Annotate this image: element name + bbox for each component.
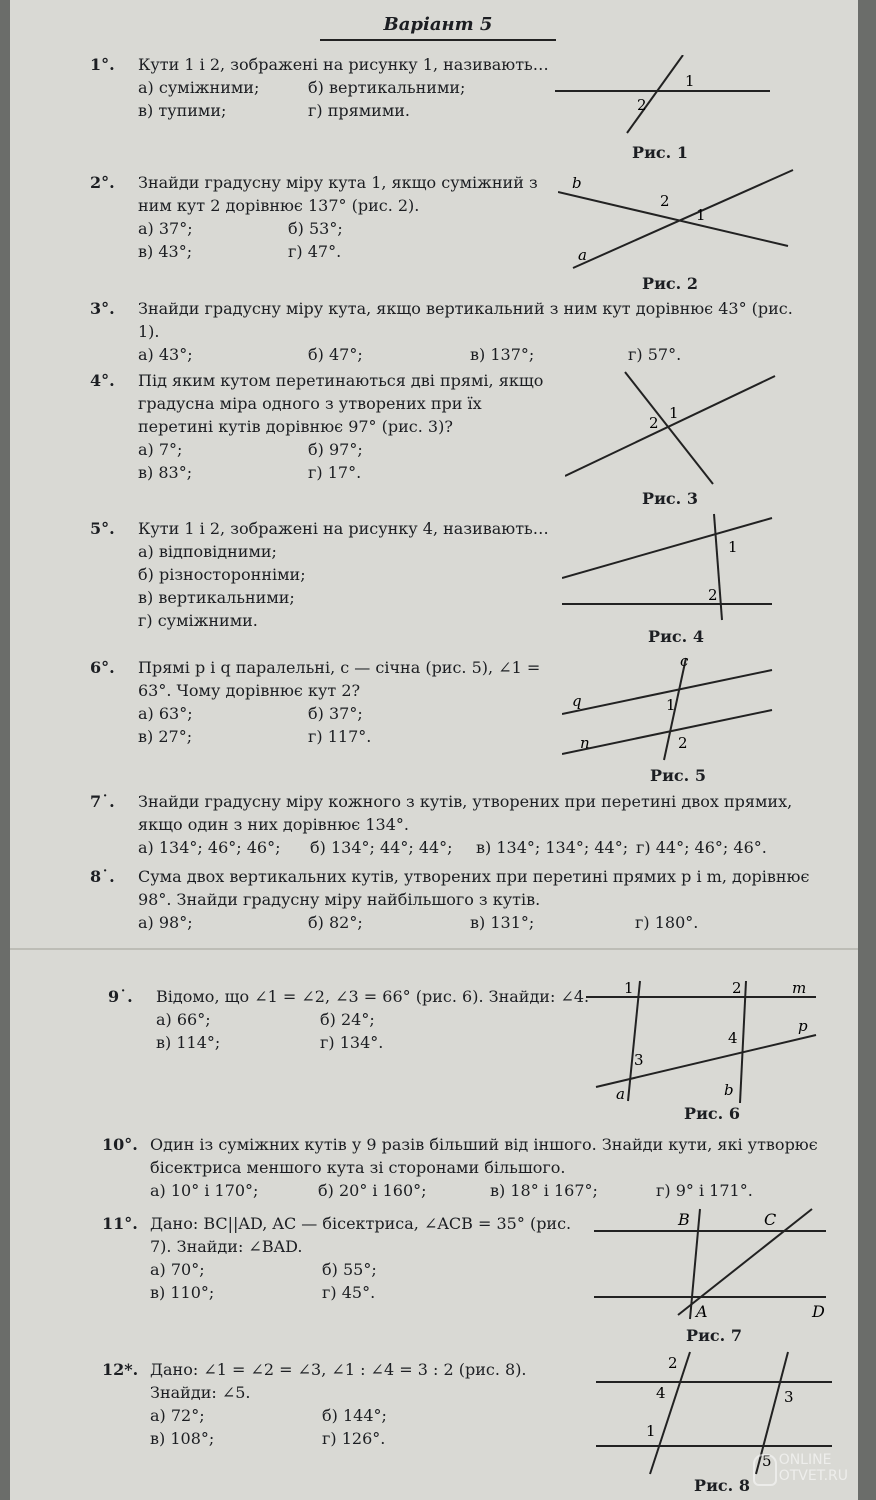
figure-4-caption: Рис. 4 [648,627,704,646]
option-c: в) 83°; [138,463,193,482]
options-row [102,1404,592,1427]
option-c: в) 114°; [156,1033,221,1052]
options-row [90,438,560,461]
angle-label: 3 [784,1388,794,1406]
option-b: б) 37°; [308,704,363,723]
question-3 [90,297,810,366]
line-label: m [792,979,807,997]
question-text: Знайди градусну міру кожного з кутів, утворених при перетині двох прямих, якщо один з них дорівнює 134°. [138,792,793,834]
option-b: б) 144°; [322,1406,387,1425]
question-12 [102,1358,592,1450]
option-d: г) 180°. [635,913,699,932]
line [628,981,640,1101]
figure-8-caption: Рис. 8 [694,1476,750,1495]
angle-label: 3 [634,1051,644,1069]
line [625,372,713,484]
option-c: в) 18° і 167°; [490,1181,598,1200]
option-d: г) 47°. [288,242,342,261]
options-row [102,1281,592,1304]
option-d: г) 17°. [308,463,362,482]
option-b: б) 82°; [308,913,363,932]
figure-3-caption: Рис. 3 [642,489,698,508]
option-c: в) 131°; [470,913,535,932]
point-label: D [812,1302,825,1321]
angle-label: 1 [666,696,676,714]
line-label: a [616,1085,625,1103]
question-text: Під яким кутом перетинаються дві прямі, якщо градусна міра одного з утворених при їх перетині кутів дорівнює 97° (рис. 3)? [138,371,544,436]
figure-1-caption: Рис. 1 [632,143,688,162]
figure-7-caption: Рис. 7 [686,1326,742,1345]
line-label: p [798,1017,808,1035]
option-b: б) 134°; 44°; 44°; [310,838,453,857]
angle-label: 1 [696,206,706,224]
option-d: г) 57°. [628,345,682,364]
option-b: б) 24°; [320,1010,375,1029]
question-text: Прямі p і q паралельні, c — січна (рис. 5), ∠1 = 63°. Чому дорівнює кут 2? [138,658,541,700]
options-row [108,1031,590,1054]
option-d: г) 44°; 46°; 46°. [636,838,767,857]
figure-2-caption: Рис. 2 [642,274,698,293]
question-10 [102,1133,844,1202]
option-d: г) 117°. [308,727,372,746]
option-a: а) 10° і 170°; [150,1181,259,1200]
question-number: 7˙. [90,792,115,811]
question-4 [90,369,560,484]
question-number: 11°. [102,1214,138,1233]
figure-2 [558,168,798,273]
angle-label: 2 [732,979,742,997]
option-d: г) суміжними. [138,611,258,630]
angle-label: 1 [646,1422,656,1440]
line-label: b [724,1081,734,1099]
line [558,192,788,246]
question-7 [90,790,820,859]
question-text: Кути 1 і 2, зображені на рисунку 4, називають… [138,519,549,538]
option-c: в) вертикальними; [138,588,295,607]
options-row [90,725,560,748]
options-row [90,911,820,934]
option-d: г) 9° і 171°. [656,1181,753,1200]
angle-label: 1 [728,538,738,556]
figure-6-caption: Рис. 6 [684,1104,740,1123]
options-row [102,1179,844,1202]
watermark-line: OTVET.RU [778,1468,848,1484]
line [565,376,775,476]
options-row [90,76,560,99]
option-c: в) 137°; [470,345,535,364]
option-a: а) 134°; 46°; 46°; [138,838,281,857]
option-a: а) 43°; [138,345,193,364]
line [627,55,683,133]
option-a: а) 7°; [138,440,183,459]
option-b: б) 97°; [308,440,363,459]
question-text: Знайди градусну міру кута 1, якщо суміжний з ним кут 2 дорівнює 137° (рис. 2). [138,173,538,215]
line-label: q [572,692,582,710]
angle-label: 2 [678,734,688,752]
option-d: г) прямими. [308,101,411,120]
option-d: г) 126°. [322,1429,386,1448]
figure-4 [562,512,782,624]
angle-label: 1 [685,72,695,90]
question-2 [90,171,560,263]
question-number: 9˙. [108,987,133,1006]
worksheet-title: Варіант 5 [320,14,556,41]
question-8 [90,865,820,934]
worksheet-page [10,0,858,1500]
question-text: Сума двох вертикальних кутів, утворених при перетині прямих p і m, дорівнює 98°. Знайди градусну міру найбільшого з кутів. [138,867,810,909]
question-text: Дано: BC||AD, AC — бісектриса, ∠ACB = 35° (рис. 7). Знайди: ∠BAD. [150,1214,572,1256]
line [573,170,793,268]
options-row [108,1008,590,1031]
option-a: а) 70°; [150,1260,205,1279]
angle-label: 5 [762,1452,772,1470]
option-b: б) різносторонніми; [138,565,306,584]
point-label: C [764,1210,777,1229]
point-label: B [678,1210,690,1229]
line-label: n [580,734,590,752]
question-number: 12*. [102,1360,139,1379]
option-c: в) 134°; 134°; 44°; [476,838,629,857]
line [596,1035,816,1087]
options-row [90,343,810,366]
question-number: 1°. [90,55,115,74]
question-text: Знайди градусну міру кута, якщо вертикальний з ним кут дорівнює 43° (рис. 1). [138,299,793,341]
angle-label: 4 [656,1384,666,1402]
line-label: a [578,246,587,264]
question-number: 8˙. [90,867,115,886]
line [562,518,772,578]
point-label: A [696,1302,708,1321]
options-row [90,217,560,240]
option-b: б) 55°; [322,1260,377,1279]
figure-5-caption: Рис. 5 [650,766,706,785]
options-row [102,1427,592,1450]
figure-7 [594,1205,834,1323]
option-c: в) 110°; [150,1283,215,1302]
option-a: а) суміжними; [138,78,260,97]
options-row [90,240,560,263]
question-11 [102,1212,592,1304]
watermark [779,1452,848,1484]
options-row [90,461,560,484]
option-b: б) вертикальними; [308,78,466,97]
angle-label: 2 [668,1354,678,1372]
option-a: а) 37°; [138,219,193,238]
question-6 [90,656,560,748]
option-a: а) 72°; [150,1406,205,1425]
option-d: г) 45°. [322,1283,376,1302]
figure-6 [586,975,826,1105]
angle-label: 2 [660,192,670,210]
option-a: а) 66°; [156,1010,211,1029]
figure-3 [565,368,785,486]
line [740,981,746,1103]
option-c: в) 108°; [150,1429,215,1448]
options-row [90,836,820,859]
options-row [90,702,560,725]
option-d: г) 134°. [320,1033,384,1052]
angle-label: 4 [728,1029,738,1047]
question-number: 3°. [90,299,115,318]
question-1 [90,53,560,122]
option-c: в) 43°; [138,242,193,261]
line-label: b [572,174,582,192]
option-c: в) тупими; [138,101,227,120]
line-label: c [680,652,689,670]
question-text: Дано: ∠1 = ∠2 = ∠3, ∠1 : ∠4 = 3 : 2 (рис. 8). Знайди: ∠5. [150,1360,527,1402]
options-row [90,99,560,122]
lightbulb-icon [753,1454,777,1486]
option-c: в) 27°; [138,727,193,746]
angle-label: 1 [669,404,679,422]
question-number: 5°. [90,519,115,538]
option-b: б) 53°; [288,219,343,238]
angle-label: 2 [649,414,659,432]
question-number: 4°. [90,371,115,390]
angle-label: 2 [637,96,647,114]
option-a: а) 63°; [138,704,193,723]
option-b: б) 47°; [308,345,363,364]
angle-label: 2 [708,586,718,604]
option-b: б) 20° і 160°; [318,1181,427,1200]
question-text: Один із суміжних кутів у 9 разів більший від іншого. Знайди кути, які утворює бісектриса меншого кута зі сторонами більшого. [150,1135,818,1177]
figure-1 [555,55,775,135]
question-5 [90,517,560,632]
question-number: 10°. [102,1135,138,1154]
question-number: 6°. [90,658,115,677]
page-fold [10,948,858,950]
angle-label: 1 [624,979,634,997]
figure-5 [562,652,782,764]
options-row [102,1258,592,1281]
question-9 [108,985,590,1054]
option-a: а) 98°; [138,913,193,932]
watermark-line: ONLINE [778,1452,832,1468]
question-number: 2°. [90,173,115,192]
question-text: Відомо, що ∠1 = ∠2, ∠3 = 66° (рис. 6). Знайди: ∠4. [156,987,590,1006]
option-a: а) відповідними; [138,542,277,561]
question-text: Кути 1 і 2, зображені на рисунку 1, називають… [138,55,549,74]
